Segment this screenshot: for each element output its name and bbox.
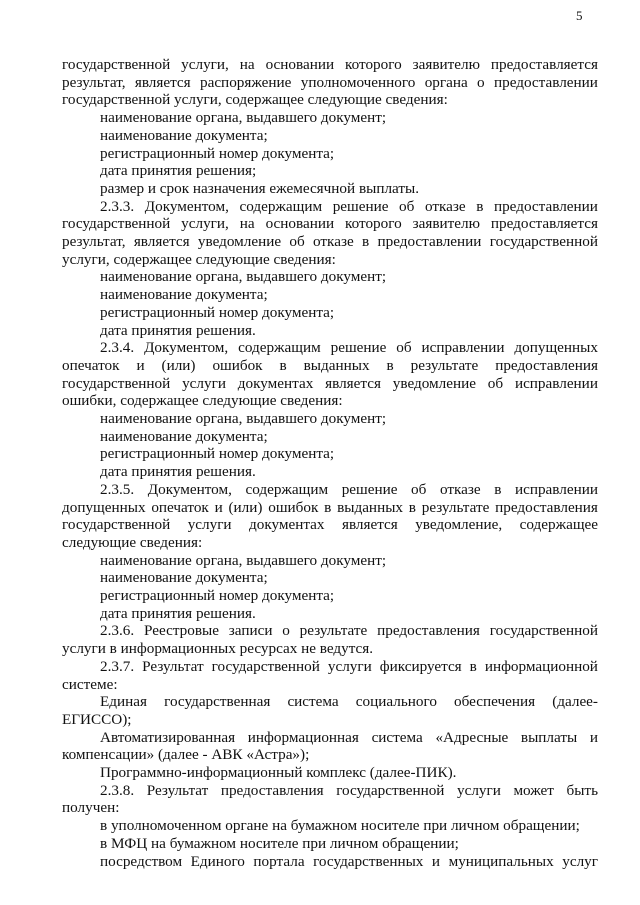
page-number: 5	[576, 8, 583, 23]
text-line: опечаток и (или) ошибок в выданных в результате предоставления	[62, 357, 598, 374]
text-line: государственной услуги документах является уведомление, содержащее	[62, 516, 598, 533]
text-line: наименование документа;	[100, 569, 268, 586]
text-line: ЕГИССО);	[62, 711, 132, 728]
text-line: 2.3.7. Результат государственной услуги фиксируется в информационной	[100, 658, 598, 675]
text-line: 2.3.8. Результат предоставления государственной услуги может быть	[100, 782, 598, 799]
text-line: посредством Единого портала государственных и муниципальных услуг	[100, 853, 598, 870]
text-line: наименование органа, выдавшего документ;	[100, 268, 387, 285]
text-line: 2.3.4. Документом, содержащим решение об исправлении допущенных	[100, 339, 598, 356]
text-line: допущенных опечаток и (или) ошибок в выданных в результате предоставления	[62, 499, 598, 516]
text-line: следующие сведения:	[62, 534, 203, 551]
text-line: 2.3.6. Реестровые записи о результате предоставления государственной	[100, 622, 598, 639]
text-line: дата принятия решения.	[100, 322, 256, 339]
text-line: дата принятия решения.	[100, 605, 256, 622]
text-line: 2.3.5. Документом, содержащим решение об отказе в исправлении	[100, 481, 598, 498]
text-line: государственной услуги, на основании которого заявителю предоставляется	[62, 56, 598, 73]
text-line: Программно-информационный комплекс (далее-ПИК).	[100, 764, 457, 781]
text-line: результат, является распоряжение уполномоченного органа о предоставлении	[62, 74, 598, 91]
text-line: государственной услуги документах является уведомление об исправлении	[62, 375, 598, 392]
text-line: регистрационный номер документа;	[100, 587, 335, 604]
text-line: получен:	[62, 799, 120, 816]
text-line: наименование документа;	[100, 286, 268, 303]
text-line: ошибки, содержащее следующие сведения:	[62, 392, 343, 409]
text-line: регистрационный номер документа;	[100, 145, 335, 162]
text-line: государственной услуги, содержащее следующие сведения:	[62, 91, 448, 108]
text-line: компенсации» (далее - АВК «Астра»);	[62, 746, 310, 763]
text-line: наименование органа, выдавшего документ;	[100, 109, 387, 126]
text-line: дата принятия решения.	[100, 463, 256, 480]
text-line: наименование органа, выдавшего документ;	[100, 410, 387, 427]
text-line: регистрационный номер документа;	[100, 445, 335, 462]
text-line: Единая государственная система социального обеспечения (далее-	[100, 693, 598, 710]
text-line: дата принятия решения;	[100, 162, 257, 179]
text-line: системе:	[62, 676, 118, 693]
text-line: услуги в информационных ресурсах не ведутся.	[62, 640, 374, 657]
text-line: услуги, содержащее следующие сведения:	[62, 251, 336, 268]
text-line: Автоматизированная информационная система «Адресные выплаты и	[100, 729, 598, 746]
text-line: в уполномоченном органе на бумажном носителе при личном обращении;	[100, 817, 580, 834]
text-line: наименование документа;	[100, 127, 268, 144]
text-line: результат, является уведомление об отказе в предоставлении государственной	[62, 233, 598, 250]
text-line: размер и срок назначения ежемесячной выплаты.	[100, 180, 420, 197]
text-line: регистрационный номер документа;	[100, 304, 335, 321]
text-line: наименование документа;	[100, 428, 268, 445]
text-line: наименование органа, выдавшего документ;	[100, 552, 387, 569]
text-line: 2.3.3. Документом, содержащим решение об отказе в предоставлении	[100, 198, 598, 215]
text-line: государственной услуги, на основании которого заявителю предоставляется	[62, 215, 598, 232]
text-line: в МФЦ на бумажном носителе при личном обращении;	[100, 835, 459, 852]
